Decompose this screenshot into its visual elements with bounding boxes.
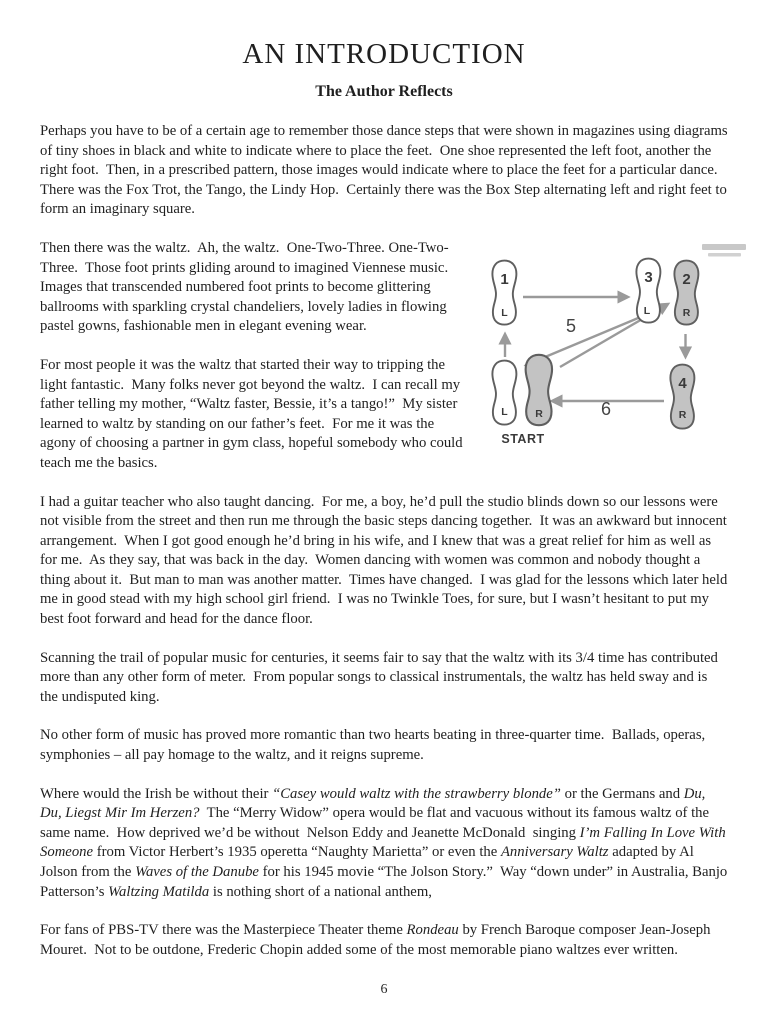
side-letter-3: L xyxy=(643,304,651,317)
text-segment: Scanning the trail of popular music for centuries, it seems fair to say that the waltz with its 3/4 time has contributed more than any other form of meter. From popular songs to classical instrumentals, the waltz has held sway and is the undisputed king. xyxy=(40,649,722,705)
step-5-label: 5 xyxy=(565,315,577,336)
page-title: AN INTRODUCTION xyxy=(242,38,526,70)
text-segment: or the Germans and xyxy=(560,785,684,802)
text-segment: For fans of PBS-TV there was the Masterpiece Theater theme xyxy=(40,922,407,939)
step-number-2: 2 xyxy=(682,270,691,288)
paragraph-popular-music xyxy=(40,649,728,708)
text-segment: adapted by Al Jolson from the xyxy=(40,844,698,880)
text-and-diagram-row xyxy=(40,239,728,493)
italic-text-segment: Waves of the Danube xyxy=(135,864,259,880)
side-letter-2: R xyxy=(682,306,691,319)
italic-text-segment: Du, Du, Liegst Mir Im Herzen? xyxy=(40,785,710,822)
waltz-box-step-diagram xyxy=(466,239,758,449)
text-segment: from Victor Herbert’s 1935 operetta “Naughty Marietta” or even the xyxy=(93,844,501,861)
page-number: 6 xyxy=(380,982,388,997)
side-letter-4: R xyxy=(678,408,687,421)
paragraph-guitar-teacher xyxy=(40,493,731,630)
italic-text-segment: “Casey would waltz with the strawberry blonde” xyxy=(272,785,561,802)
text-segment: for his 1945 movie “The Jolson Story.” Way “down under” in Australia, Banjo Patterson’s xyxy=(40,864,731,900)
paragraph-family xyxy=(40,356,466,474)
step-number-3: 3 xyxy=(644,268,653,286)
text-segment: No other form of music has proved more romantic than two hearts beating in three-quarter time. Ballads, operas, symphonies – all pay homage to the waltz, and it reigns supreme. xyxy=(40,727,709,764)
scan-watermark xyxy=(702,244,746,257)
text-segment: For most people it was the waltz that started their way to tripping the light fantastic. Many folks never got beyond the waltz. I can recall my father telling my mother, “Waltz faster, Bessie, it’s a tango!” My sister learned to waltz by standing on our father’s feet. For me it was the agony of choosing a partner in gym class, hopeful somebody who could teach me the basics. xyxy=(40,356,467,471)
step-6-label: 6 xyxy=(600,398,612,419)
step-number-4: 4 xyxy=(678,374,687,392)
italic-text-segment: I’m Falling In Love With Someone xyxy=(40,824,730,861)
text-segment: Then there was the waltz. Ah, the waltz. One-Two-Three. One-Two-Three. Those foot prints gliding around to imagined Viennese music. Images that transcended numbered foot prints to become glittering ballrooms with sparkling crystal chandeliers, lovely ladies in flowing pastel gowns, fashionable men in elegant evening wear. xyxy=(40,239,456,335)
text-segment: Perhaps you have to be of a certain age to remember those dance steps that were shown in magazines using diagrams of tiny shoes in black and white to indicate where to place the feet. One shoe represented the left foot, another the right foot. Then, in a prescribed pattern, those images would indicate where to place the feet for a particular dance. There was the Fox Trot, the Tango, the Lindy Hop. Certainly there was the Box Step alternating left and right feet to form an imaginary square. xyxy=(40,123,732,218)
step-number-1: 1 xyxy=(500,270,509,288)
paragraph-waltz xyxy=(40,239,466,337)
side-letter-start-left: L xyxy=(501,405,508,418)
footstep-diagram-svg xyxy=(466,241,758,449)
side-letter-1: L xyxy=(501,306,508,319)
paragraph-romantic xyxy=(40,726,728,765)
text-segment: is nothing short of a national anthem, xyxy=(209,883,432,900)
paragraph-intro xyxy=(40,122,732,220)
text-segment: The “Merry Widow” opera would be flat and vacuous without its famous waltz of the same name. How deprived we’d be without Nelson Eddy and Jeanette McDonald singing xyxy=(40,805,713,841)
text-segment: by French Baroque composer Jean-Joseph Mouret. Not to be outdone, Frederic Chopin added some of the most memorable piano waltzes ever written. xyxy=(40,922,715,958)
side-letter-start-right: R xyxy=(535,407,543,420)
text-segment: Where would the Irish be without their xyxy=(40,785,273,802)
italic-text-segment: Waltzing Matilda xyxy=(108,883,210,900)
paragraph-famous-waltzes xyxy=(40,785,731,903)
page-subtitle: The Author Reflects xyxy=(315,83,453,100)
italic-text-segment: Rondeau xyxy=(406,922,459,939)
italic-text-segment: Anniversary Waltz xyxy=(500,844,609,861)
start-label: START xyxy=(501,431,545,446)
text-column xyxy=(40,239,466,493)
paragraph-pbs-chopin xyxy=(40,921,728,960)
text-segment: I had a guitar teacher who also taught dancing. For me, a boy, he’d pull the studio blinds down so our lessons were not visible from the street and then run me through the basic steps dancing together. It was an awkward but innocent arrangement. When I got good enough he’d bring in his wife, and I knew that was a great relief for him as well as for me. As they say, that was back in the day. Women dancing with women was common and nobody thought a thing about it. But man to man was another matter. Times have changed. I was glad for the lessons which later held me in good stead with my high school girl friend. I was no Twinkle Toes, for sure, but I wasn’t hesitant to put my best foot forward and head for the dance floor. xyxy=(40,493,731,628)
